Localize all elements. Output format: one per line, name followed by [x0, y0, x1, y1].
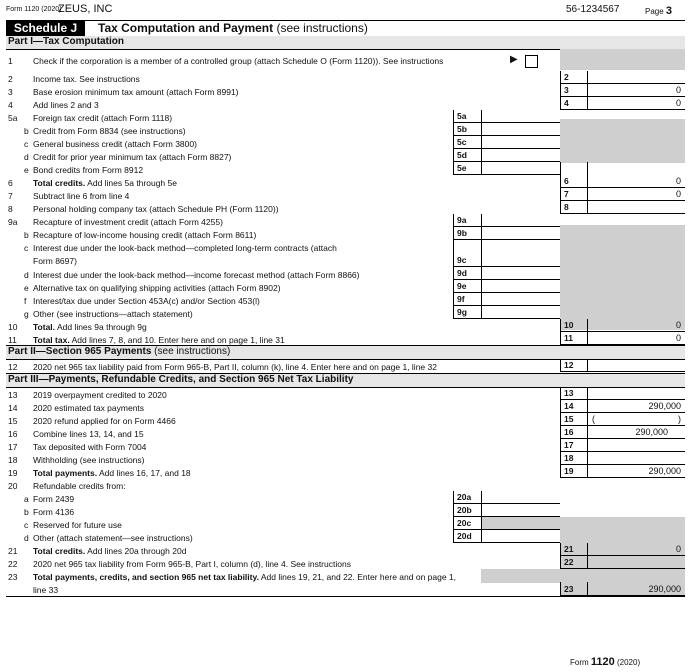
line-5a: 5a Foreign tax credit (attach Form 1118)	[8, 113, 173, 123]
line-5d-amount[interactable]	[481, 149, 560, 162]
line-22-box: 22	[560, 556, 588, 569]
line-8-amount[interactable]	[588, 201, 685, 214]
line-9b-amount[interactable]	[481, 227, 560, 240]
line-20b: b Form 4136	[24, 507, 75, 517]
controlled-group-checkbox[interactable]	[525, 55, 538, 68]
line-13-box: 13	[560, 387, 588, 400]
line-9f-amount[interactable]	[481, 293, 560, 306]
line-9g: g Other (see instructions—attach statement)	[24, 309, 193, 319]
line-22: 22 2020 net 965 tax liability from Form 965-B, Part I, column (d), line 4. See instructions	[8, 559, 351, 569]
page-number: Page 3	[645, 5, 673, 17]
line-16: 16 Combine lines 13, 14, and 15	[8, 429, 144, 439]
line-5b-amount[interactable]	[481, 123, 560, 136]
line-5c-amount[interactable]	[481, 136, 560, 149]
line-9d-box: 9d	[453, 267, 481, 280]
line-9a: 9a Recapture of investment credit (attach Form 4255)	[8, 217, 223, 227]
line-5e-amount[interactable]	[481, 162, 560, 175]
line-9d-amount[interactable]	[481, 267, 560, 280]
line-14: 14 2020 estimated tax payments	[8, 403, 145, 413]
line-11: 11 Total tax. Add lines 7, 8, and 10. Enter here and on page 1, line 31	[8, 335, 285, 345]
line-9f-box: 9f	[453, 293, 481, 306]
page-header	[0, 0, 689, 20]
line-12-amount[interactable]	[588, 359, 685, 372]
line-3-amount[interactable]: 0	[588, 84, 685, 97]
line-10-box: 10	[560, 319, 588, 332]
line-18-amount[interactable]	[588, 452, 685, 465]
line-15-amount[interactable]: ( )	[588, 413, 685, 426]
line-19-amount[interactable]: 290,000	[588, 465, 685, 478]
part3-heading: Part III—Payments, Refundable Credits, and Section 965 Net Tax Liability	[6, 373, 685, 388]
line-20d: d Other (attach statement—see instructions)	[24, 533, 193, 543]
part1-heading: Part I—Tax Computation	[6, 36, 685, 50]
line-5a-box: 5a	[453, 110, 481, 123]
line-6: 6 Total credits. Add lines 5a through 5e	[8, 178, 177, 188]
line-20: 20 Refundable credits from:	[8, 481, 126, 491]
line-9g-box: 9g	[453, 306, 481, 319]
line-20c: c Reserved for future use	[24, 520, 122, 530]
line-22-amount[interactable]	[588, 556, 685, 569]
line-5d: d Credit for prior year minimum tax (attach Form 8827)	[24, 152, 232, 162]
line-4-box: 4	[560, 97, 588, 110]
line-10-amount[interactable]: 0	[588, 319, 685, 332]
line-9e: e Alternative tax on qualifying shipping activities (attach Form 8902)	[24, 283, 281, 293]
line-8-box: 8	[560, 201, 588, 214]
ein: 56-1234567	[566, 4, 620, 15]
line-17-amount[interactable]	[588, 439, 685, 452]
line-20d-amount[interactable]	[481, 530, 560, 543]
line-20a: a Form 2439	[24, 494, 75, 504]
line-9c-box: 9c	[453, 240, 481, 267]
line-20b-box: 20b	[453, 504, 481, 517]
line-18: 18 Withholding (see instructions)	[8, 455, 145, 465]
line-4-amount[interactable]: 0	[588, 97, 685, 110]
line-6-amount[interactable]: 0	[588, 175, 685, 188]
line-14-box: 14	[560, 400, 588, 413]
schedule-title-bar	[6, 20, 685, 37]
line-20c-box: 20c	[453, 517, 481, 530]
line-5d-box: 5d	[453, 149, 481, 162]
line-17-box: 17	[560, 439, 588, 452]
line-7: 7 Subtract line 6 from line 4	[8, 191, 130, 201]
line-6-box: 6	[560, 162, 588, 188]
line-5c-box: 5c	[453, 136, 481, 149]
line-8: 8 Personal holding company tax (attach Schedule PH (Form 1120))	[8, 204, 279, 214]
line-19-box: 19	[560, 465, 588, 478]
line-23-amount[interactable]: 290,000	[588, 582, 685, 596]
line-5c: c General business credit (attach Form 3800)	[24, 139, 197, 149]
line-4: 4 Add lines 2 and 3	[8, 100, 99, 110]
line-15-box: 15	[560, 413, 588, 426]
line-5e: e Bond credits from Form 8912	[24, 165, 144, 175]
line-9c: c Interest due under the look-back method—completed long-term contracts (attach Form 8697)	[24, 243, 337, 266]
schedule-label: Schedule J	[6, 21, 85, 36]
line-12-box: 12	[560, 359, 588, 372]
line-20b-amount[interactable]	[481, 504, 560, 517]
line-2-box: 2	[560, 71, 588, 84]
line-1: 1 Check if the corporation is a member of a controlled group (attach Schedule O (Form 1120)). See instructions ▶	[8, 54, 518, 66]
line-16-amount[interactable]: 290,000	[588, 426, 685, 439]
line-13: 13 2019 overpayment credited to 2020	[8, 390, 167, 400]
line-9d: d Interest due under the look-back method—income forecast method (attach Form 8866)	[24, 270, 360, 280]
bottom-rule	[6, 596, 685, 597]
line-9b: b Recapture of low-income housing credit (attach Form 8611)	[24, 230, 257, 240]
line-20c-amount	[481, 517, 560, 530]
corporation-name: ZEUS, INC	[58, 3, 113, 15]
line-20a-box: 20a	[453, 491, 481, 504]
line-13-amount[interactable]	[588, 387, 685, 400]
line-9a-box: 9a	[453, 214, 481, 227]
line-9c-amount[interactable]	[481, 240, 560, 267]
line-23: 23 Total payments, credits, and section 965 net tax liability. Add lines 19, 21, and 22. Enter here and on page 1, line 33	[8, 572, 457, 595]
line-17: 17 Tax deposited with Form 7004	[8, 442, 147, 452]
line-9g-amount[interactable]	[481, 306, 560, 319]
line-18-box: 18	[560, 452, 588, 465]
line-15: 15 2020 refund applied for on Form 4466	[8, 416, 176, 426]
line-2: 2 Income tax. See instructions	[8, 74, 140, 84]
line-7-box: 7	[560, 188, 588, 201]
line-7-amount[interactable]: 0	[588, 188, 685, 201]
line-20d-box: 20d	[453, 530, 481, 543]
line-5a-amount[interactable]	[481, 110, 560, 123]
line-9e-amount[interactable]	[481, 280, 560, 293]
line-14-amount[interactable]: 290,000	[588, 400, 685, 413]
form-footer: Form 1120 (2020)	[570, 656, 641, 668]
line-3: 3 Base erosion minimum tax amount (attach Form 8991)	[8, 87, 239, 97]
line-5b-box: 5b	[453, 123, 481, 136]
line-5b: b Credit from Form 8834 (see instructions)	[24, 126, 186, 136]
line-12: 12 2020 net 965 tax liability paid from Form 965-B, Part II, column (k), line 4. Enter here and on page 1, line 32	[8, 362, 437, 372]
part2-heading: Part II—Section 965 Payments (see instructions)	[6, 345, 685, 360]
line-19: 19 Total payments. Add lines 16, 17, and 18	[8, 468, 191, 478]
line-9a-amount[interactable]	[481, 214, 560, 227]
arrow-icon: ▶	[510, 54, 518, 65]
form-id: Form 1120 (2020)	[6, 6, 62, 13]
line-23-box: 23	[560, 582, 588, 596]
line-9b-box: 9b	[453, 227, 481, 240]
line-20a-amount[interactable]	[481, 491, 560, 504]
line-5e-box: 5e	[453, 162, 481, 175]
line-3-box: 3	[560, 84, 588, 97]
line-10: 10 Total. Add lines 9a through 9g	[8, 322, 147, 332]
line-11-box: 11	[560, 332, 588, 345]
line-11-amount[interactable]: 0	[588, 332, 685, 345]
line-16-box: 16	[560, 426, 588, 439]
line-21-box: 21	[560, 543, 588, 556]
line-21-amount[interactable]: 0	[588, 543, 685, 556]
line-9f: f Interest/tax due under Section 453A(c) and/or Section 453(l)	[24, 296, 260, 306]
line-9e-box: 9e	[453, 280, 481, 293]
line-21: 21 Total credits. Add lines 20a through 20d	[8, 546, 187, 556]
schedule-title: Tax Computation and Payment (see instructions)	[98, 21, 368, 35]
line-2-amount[interactable]	[588, 71, 685, 84]
